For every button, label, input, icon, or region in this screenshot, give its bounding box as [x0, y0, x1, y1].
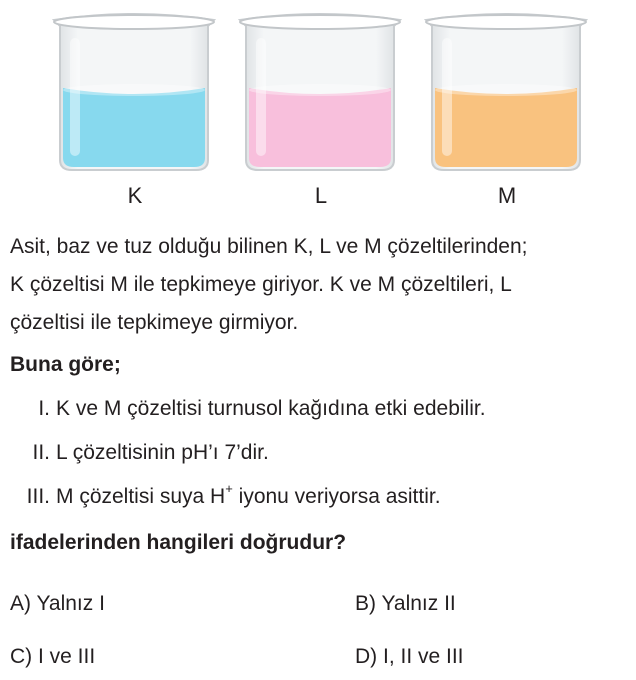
- beaker-label-k: K: [127, 183, 143, 208]
- beaker-m: [420, 8, 592, 178]
- beaker-label-l: L: [314, 183, 328, 208]
- statement-3-text-before: M çözeltisi suya H: [56, 485, 226, 508]
- beaker-label-m: M: [497, 183, 517, 208]
- option-a[interactable]: A) Yalnız I: [10, 592, 105, 615]
- statement-3-number: III.: [26, 485, 50, 508]
- question-lead: Buna göre;: [10, 353, 121, 376]
- liquid-m: [435, 88, 577, 167]
- option-d[interactable]: D) I, II ve III: [355, 645, 464, 668]
- statement-2-number: II.: [32, 441, 50, 464]
- liquid-l: [249, 88, 391, 167]
- paragraph-line-3: çözeltisi ile tepkimeye girmiyor.: [10, 311, 299, 334]
- beakers-illustration: [0, 0, 636, 215]
- liquid-k: [63, 88, 205, 167]
- statement-3-superscript: +: [225, 481, 233, 496]
- statement-3-text-after: iyonu veriyorsa asittir.: [232, 485, 441, 508]
- beaker-m-icon: [420, 8, 592, 178]
- beaker-l-icon: [234, 8, 406, 178]
- question-prompt: ifadelerinden hangileri doğrudur?: [10, 531, 347, 554]
- statement-2-text: L çözeltisinin pH’ı 7’dir.: [56, 441, 269, 464]
- beaker-k: [48, 8, 220, 178]
- question-paragraph: [10, 228, 630, 342]
- paragraph-line-1: Asit, baz ve tuz olduğu bilinen K, L ve M çözeltilerinden;: [10, 235, 528, 258]
- option-b[interactable]: B) Yalnız II: [355, 592, 456, 615]
- paragraph-line-2: K çözeltisi M ile tepkimeye giriyor. K ve M çözeltileri, L: [10, 273, 512, 296]
- statement-1-number: I.: [38, 397, 50, 420]
- statement-1: [10, 397, 486, 421]
- statement-3: [10, 481, 441, 509]
- option-c[interactable]: C) I ve III: [10, 645, 96, 668]
- statement-2: [10, 441, 269, 465]
- beaker-l: [234, 8, 406, 178]
- beaker-k-icon: [48, 8, 220, 178]
- statement-1-text: K ve M çözeltisi turnusol kağıdına etki edebilir.: [56, 397, 486, 420]
